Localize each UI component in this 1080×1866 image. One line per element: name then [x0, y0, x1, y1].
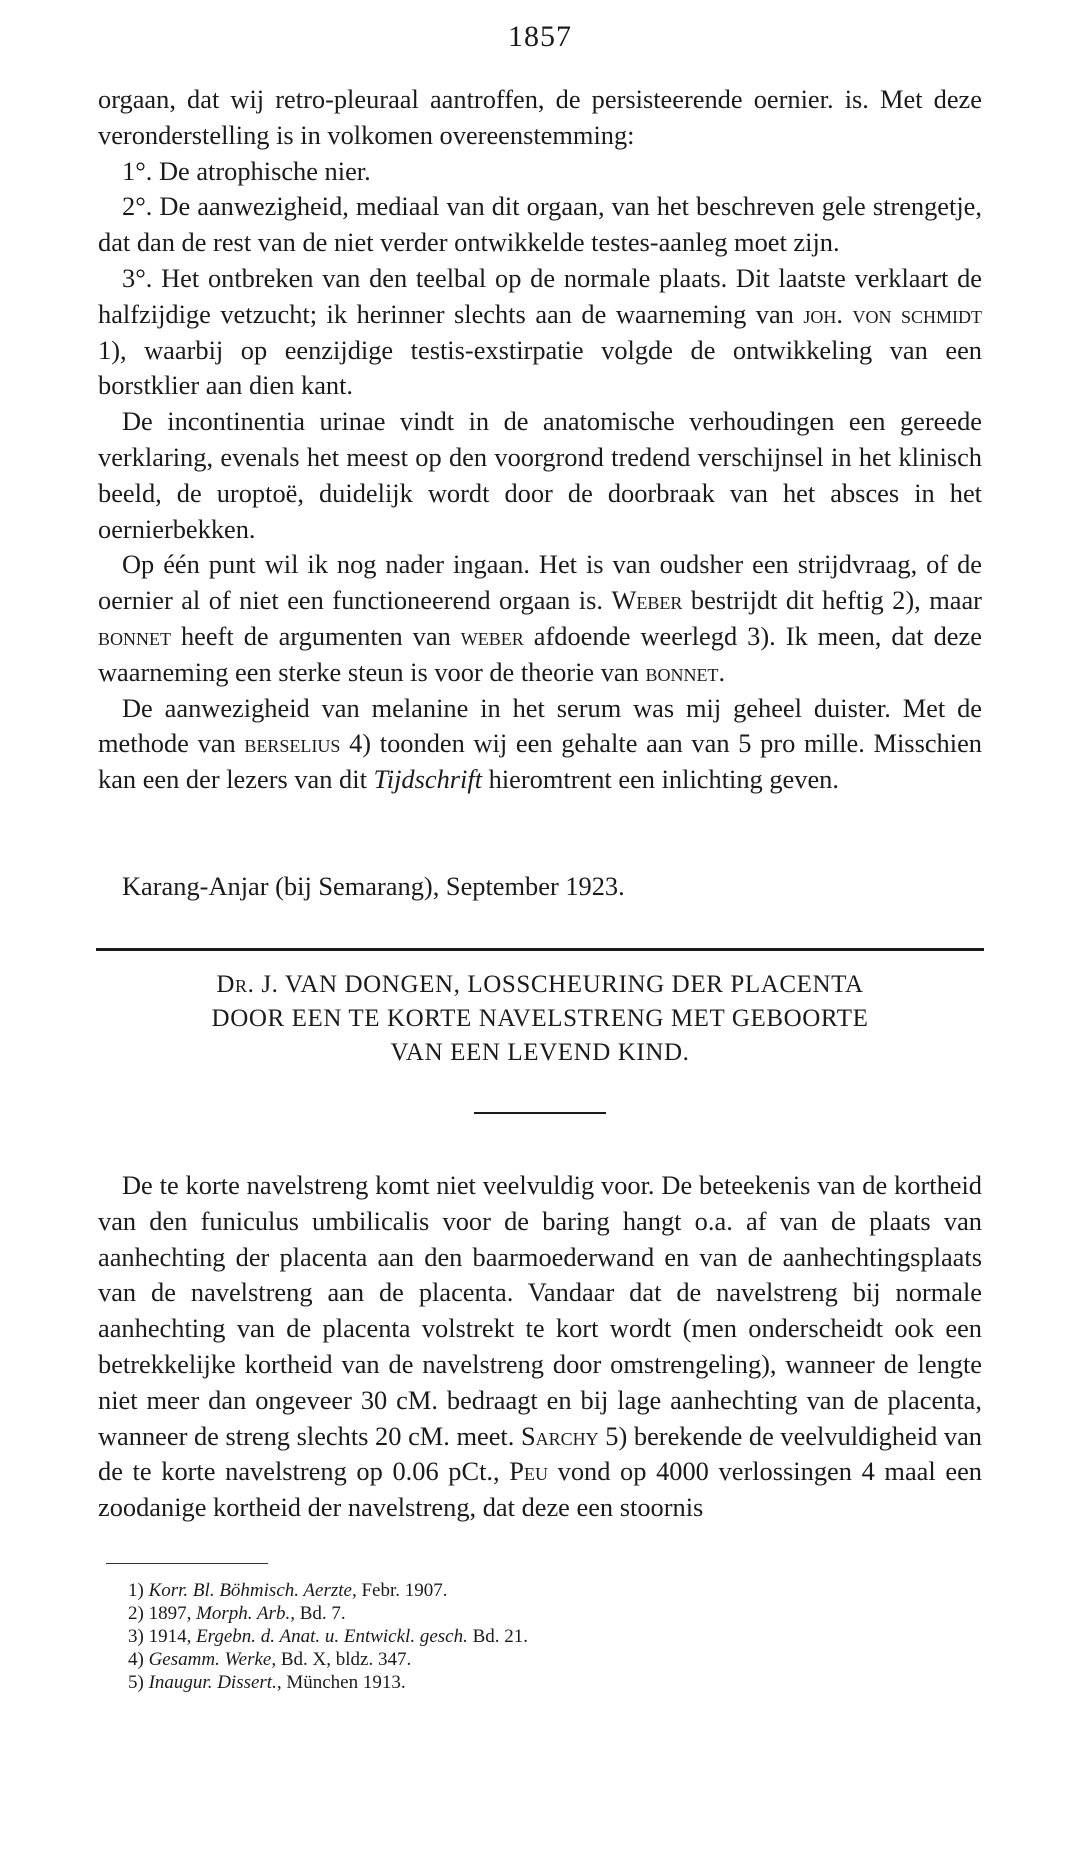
title-text: J. VAN DONGEN, LOSSCHEURING DER PLACENTA	[261, 971, 864, 998]
title-prefix: Dr.	[216, 971, 255, 998]
author-name: Weber	[611, 585, 683, 616]
paragraph-text: 4) toonden wij een gehalte aan van 5 pro mille. Misschien kan een der lezers van dit	[98, 728, 982, 795]
paragraph-text: De te korte navelstreng komt niet veelvuldig voor. De beteekenis van de kortheid van den funiculus umbilicalis voor de baring hangt o.a. af van de plaats van aanhechting der placenta aan den baarmoederwand en van de aanhechtingsplaats van de navelstreng aan de placenta. Vandaar dat de navelstreng bij normale aanhechting van de placenta volstrekt te kort wordt (men onderscheidt ook een betrekkelijke kortheid van de navelstreng door omstrengeling), wanneer de lengte niet meer dan ongeveer 30 cM. bedraagt en bij lage aanhechting van de placenta, wanneer de streng slechts 20 cM. meet.	[98, 1170, 982, 1451]
author-name: Sarchy	[520, 1420, 599, 1451]
footnotes	[128, 1579, 528, 1694]
paragraph-text: De aanwezigheid van melanine in het serum was mij geheel duister. Met de methode van	[98, 692, 982, 759]
paragraph-text: .	[718, 656, 726, 687]
footnote-title: Ergebn. d. Anat. u. Entwickl. gesch.	[196, 1626, 468, 1647]
author-name: bonnet	[645, 656, 719, 687]
footnote	[128, 1579, 528, 1602]
paragraph-text: 5) berekende de veelvuldigheid van de te korte navelstreng op 0.06 pCt.,	[98, 1420, 982, 1487]
paragraph-text: bestrijdt dit heftig 2), maar	[690, 585, 982, 616]
article-title	[98, 968, 982, 1070]
paragraph-text: hieromtrent een inlichting geven.	[488, 764, 839, 795]
article-body	[98, 1168, 982, 1526]
article-continuation	[98, 82, 982, 798]
footnote	[128, 1648, 528, 1671]
footnote	[128, 1625, 528, 1648]
footnote-text: Bd. 21.	[472, 1626, 529, 1647]
title-divider	[474, 1112, 606, 1114]
paragraph	[98, 691, 982, 798]
footnote-number: 2)	[128, 1603, 144, 1624]
page-number: 1857	[508, 20, 572, 53]
section-divider	[96, 948, 984, 951]
list-item	[98, 261, 982, 404]
footnote-title: Korr. Bl. Böhmisch. Aerzte,	[148, 1580, 357, 1601]
journal-title: Tijdschrift	[373, 764, 483, 795]
footnote-title: Gesamm. Werke,	[148, 1649, 277, 1670]
footnote-text: Bd. 7.	[299, 1603, 346, 1624]
footnote-divider	[106, 1563, 268, 1564]
footnote-number: 3)	[128, 1626, 144, 1647]
item-text: 1), waarbij op eenzijdige testis-exstirpatie volgde de ontwikkeling van een borstklier aan dien kant.	[98, 334, 982, 401]
paragraph-text: vond op 4000 verlossingen 4 maal een zoodanige kortheid der navelstreng, dat deze een stoornis	[98, 1456, 982, 1523]
author-name: bonnet	[98, 620, 171, 651]
title-line: VAN EEN LEVEND KIND.	[390, 1039, 690, 1066]
footnote-title: Morph. Arb.,	[196, 1603, 295, 1624]
item-text: 3°. Het ontbreken van den teelbal op de normale plaats. Dit laatste verklaart de halfzijdige vetzucht; ik herinner slechts aan de waarneming van	[98, 262, 982, 329]
footnote-text: Febr. 1907.	[361, 1580, 448, 1601]
list-item: 1°. De atrophische nier.	[122, 155, 371, 186]
author-name: berselius	[244, 728, 341, 759]
footnote-text: 1897,	[148, 1603, 192, 1624]
paragraph	[98, 1168, 982, 1526]
paragraph-text: Op één punt wil ik nog nader ingaan. Het is van oudsher een strijdvraag, of de oernier al of niet een functioneerend orgaan is.	[98, 549, 982, 616]
footnote-text: München 1913.	[286, 1672, 406, 1693]
footnote	[128, 1671, 528, 1694]
author-name: weber	[460, 620, 524, 651]
footnote-text: Bd. X, bldz. 347.	[280, 1649, 412, 1670]
paragraph	[98, 547, 982, 690]
paragraph-text: afdoende weerlegd 3). Ik meen, dat deze waarneming een sterke steun is voor de theorie van	[98, 620, 982, 687]
footnote-number: 4)	[128, 1649, 144, 1670]
paragraph: orgaan, dat wij retro-pleuraal aantroffen, de persisteerende oernier. is. Met deze veronderstelling is in volkomen overeenstemming:	[98, 84, 982, 150]
paragraph-text: heeft de argumenten van	[180, 620, 451, 651]
list-item: 2°. De aanwezigheid, mediaal van dit orgaan, van het beschreven gele strengetje, dat dan de rest van de niet verder ontwikkelde testes-aanleg moet zijn.	[98, 191, 982, 258]
author-name: joh. von schmidt	[803, 298, 982, 329]
dateline: Karang-Anjar (bij Semarang), September 1923.	[122, 871, 625, 901]
footnote-title: Inaugur. Dissert.,	[148, 1672, 282, 1693]
paragraph: De incontinentia urinae vindt in de anatomische verhoudingen een gereede verklaring, evenals het meest op den voorgrond tredend verschijnsel in het klinisch beeld, de uroptoë, duidelijk wordt door de doorbraak van het absces in het oernierbekken.	[98, 406, 982, 544]
footnote-number: 1)	[128, 1580, 144, 1601]
footnote-text: 1914,	[148, 1626, 192, 1647]
footnote	[128, 1602, 528, 1625]
title-line: DOOR EEN TE KORTE NAVELSTRENG MET GEBOORTE	[211, 1005, 869, 1032]
author-name: Peu	[509, 1456, 548, 1487]
title-line	[98, 968, 982, 1002]
footnote-number: 5)	[128, 1672, 144, 1693]
